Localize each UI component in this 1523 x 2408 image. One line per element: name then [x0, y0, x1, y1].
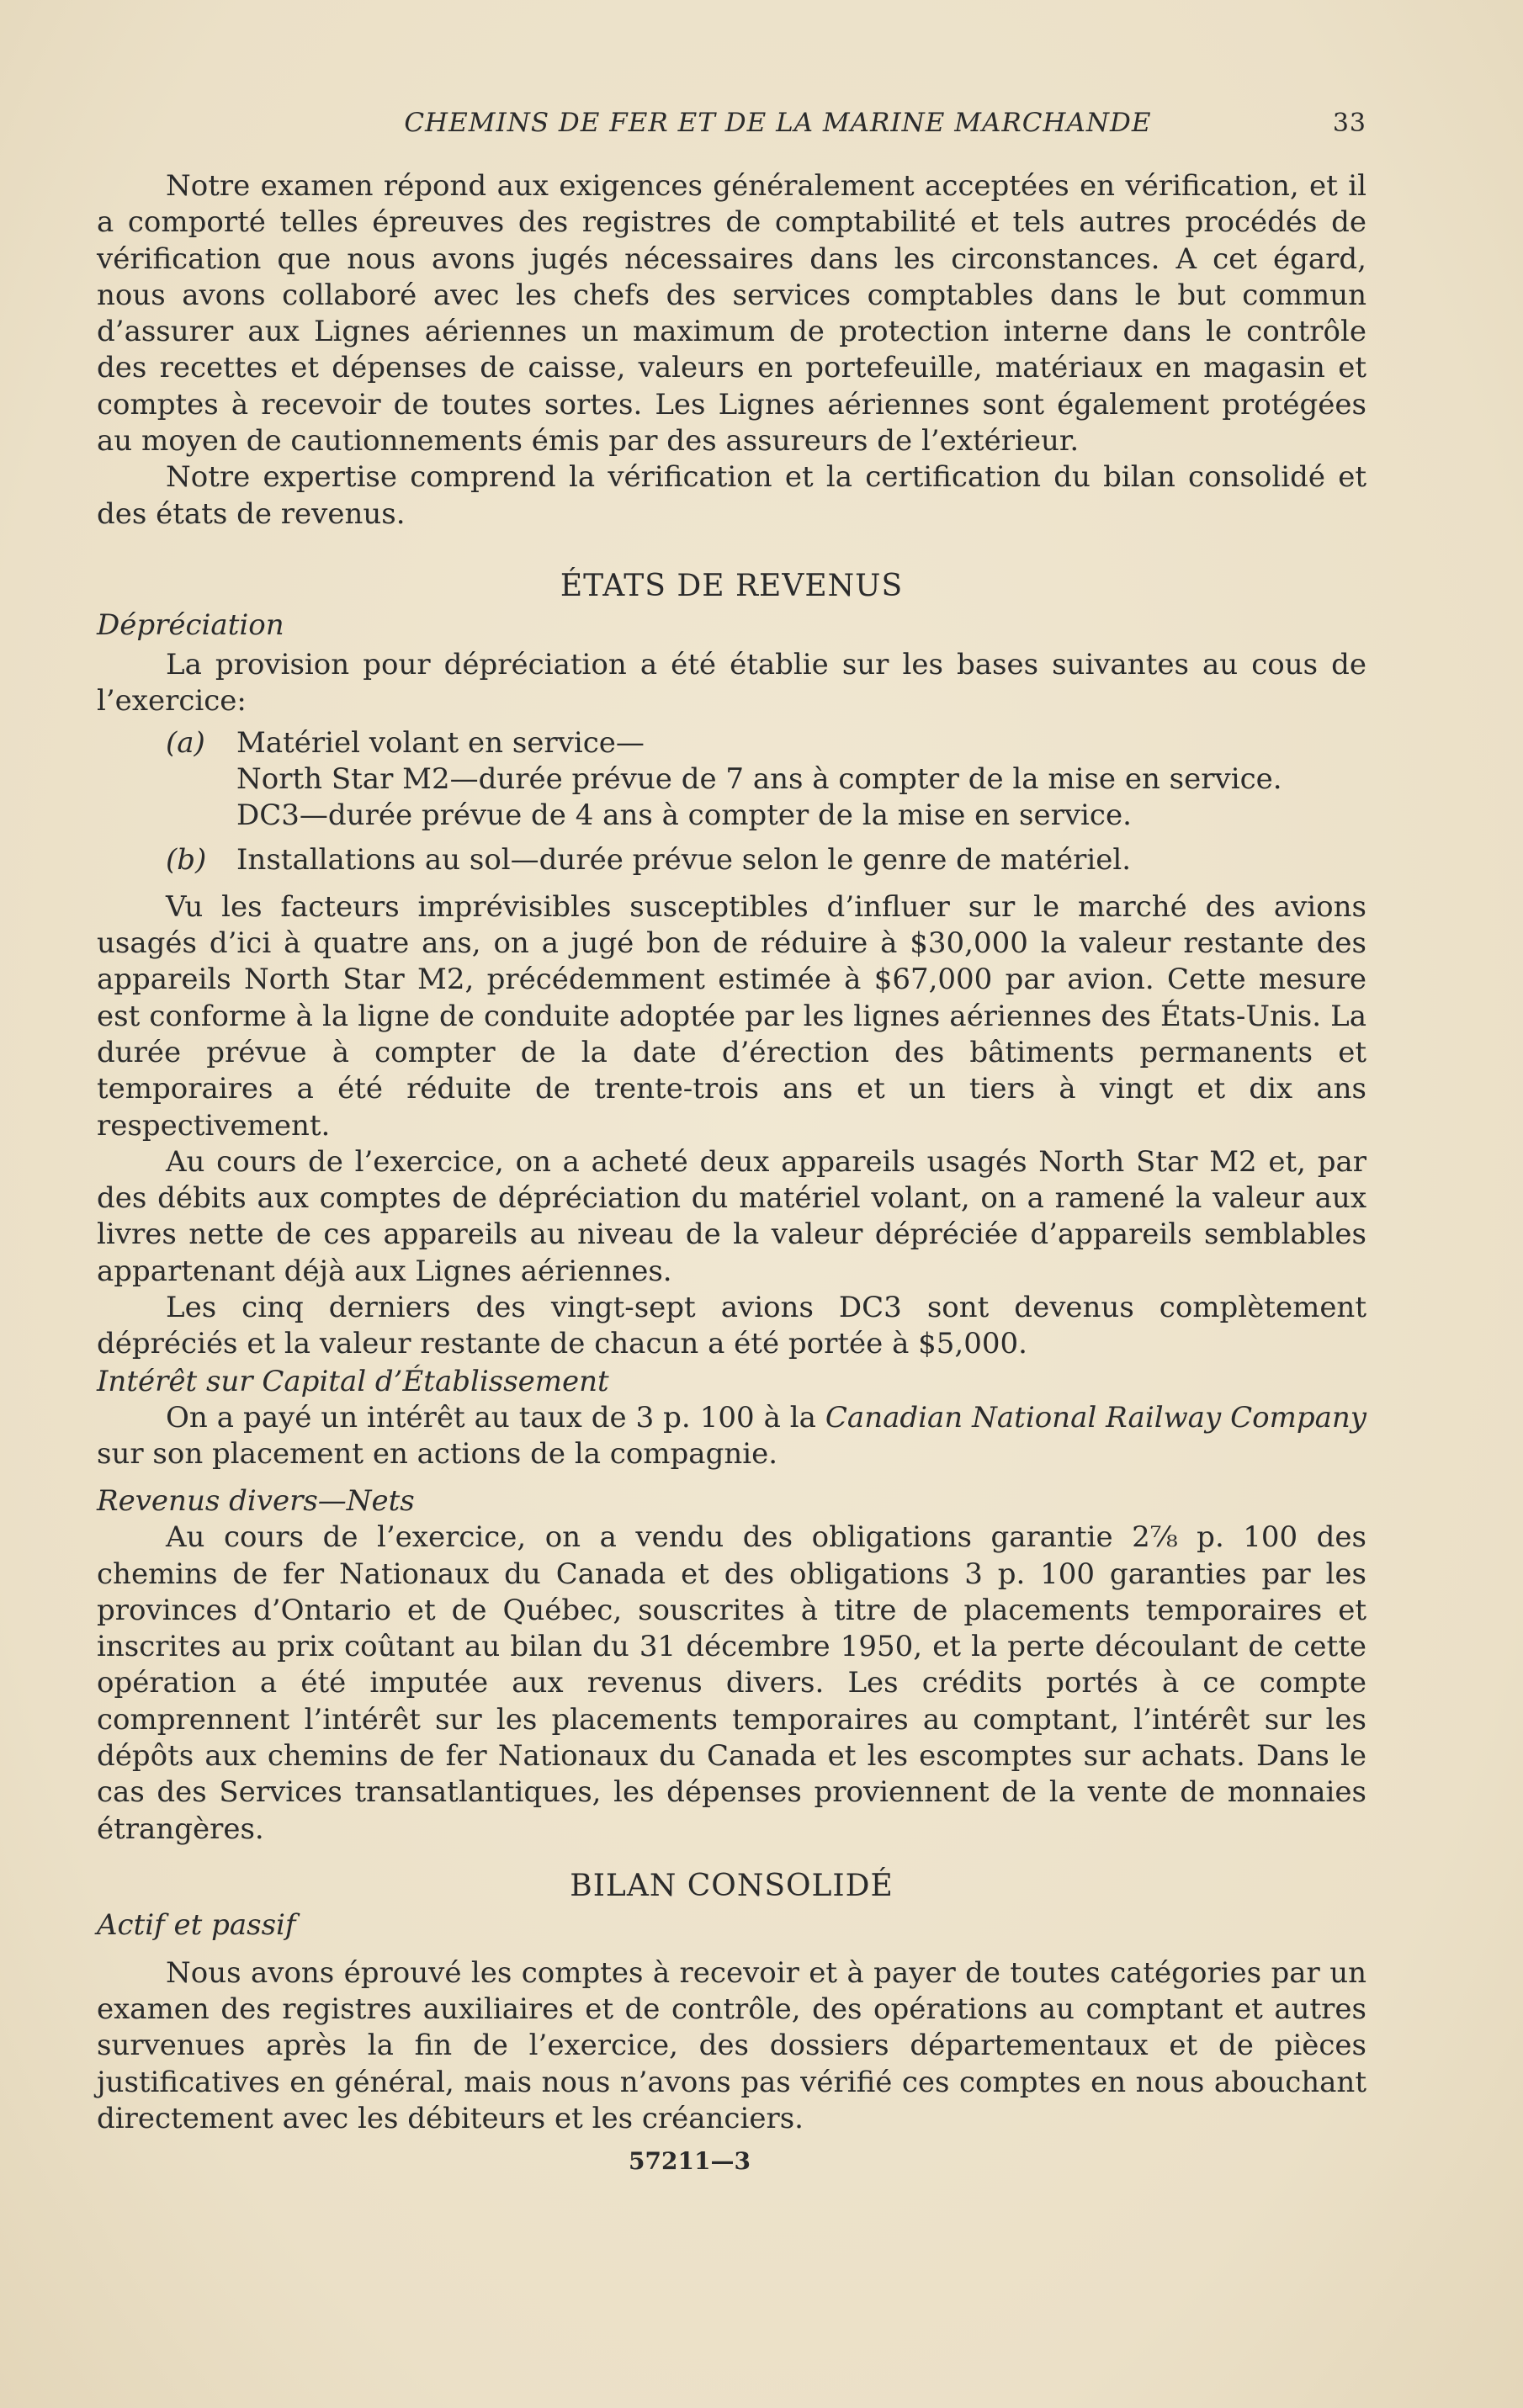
- page-number: 33: [1332, 109, 1366, 138]
- list-item-b: [97, 842, 1366, 878]
- list-a-line-2: North Star M2—durée prévue de 7 ans à compter de la mise en service.: [236, 761, 1282, 796]
- interet-text-after: sur son placement en actions de la compagnie.: [97, 1436, 778, 1471]
- interet-text-before: On a payé un intérêt au taux de 3 p. 100 à la: [166, 1400, 825, 1435]
- list-label-b: (b): [166, 843, 207, 878]
- intro-paragraph-2: Notre expertise comprend la vérification et la certification du bilan consolidé et des états de revenus.: [97, 460, 1366, 531]
- footer-code: 57211—3: [629, 2147, 751, 2176]
- depreciation-paragraph-4: Au cours de l’exercice, on a acheté deux appareils usagés North Star M2 et, par des débits aux comptes de dépréciation du matériel volant, on a ramené la valeur aux livres nette de ces appareils au niveau de la valeur dépréciée d’appareils semblables appartenant déjà aux Lignes aériennes.: [97, 1144, 1366, 1288]
- interet-paragraph: [97, 1400, 1366, 1473]
- depreciation-paragraph-3: Vu les facteurs imprévisibles susceptibles d’influer sur le marché des avions usagés d’ici à quatre ans, on a jugé bon de réduire à $30,000 la valeur restante des appareils North Star M2, précédemment estimée à $67,000 par avion. Cette mesure est conforme à la ligne de conduite adoptée par les lignes aériennes des États-Unis. La durée prévue à compter de la date d’érection des bâtiments permanents et temporaires a été réduite de trente-trois ans et un tiers à vingt et dix ans respectivement.: [97, 889, 1366, 1143]
- bilan-paragraph: Nous avons éprouvé les comptes à recevoir et à payer de toutes catégories par un examen des registres auxiliaires et de contrôle, des opérations au comptant et autres survenues après la fin de l’exercice, des dossiers départementaux et de pièces justificatives en général, mais nous n’avons pas vérifié ces comptes en nous abouchant directement avec les débiteurs et les créanciers.: [97, 1955, 1366, 2136]
- subheading-revenus: Revenus divers—Nets: [97, 1484, 415, 1519]
- list-label-a: (a): [166, 725, 205, 760]
- revenus-paragraph: Au cours de l’exercice, on a vendu des obligations garantie 2⅞ p. 100 des chemins de fer Nationaux du Canada et des obligations 3 p. 100 garanties par les provinces d’Ontario et de Québec, souscrites à titre de placements temporaires et inscrites au prix coûtant au bilan du 31 décembre 1950, et la perte découlant de cette opération a été imputée aux revenus divers. Les crédits portés à ce compte comprennent l’intérêt sur les placements temporaires au comptant, l’intérêt sur les dépôts aux chemins de fer Nationaux du Canada et les escomptes sur achats. Dans le cas des Services transatlantiques, les dépenses proviennent de la vente de monnaies étrangères.: [97, 1520, 1366, 1846]
- list-text-b: Installations au sol—durée prévue selon le genre de matériel.: [236, 843, 1132, 878]
- list-item-a: [97, 725, 1366, 761]
- list-text-a: Matériel volant en service—: [236, 725, 645, 760]
- intro-paragraph-1: Notre examen répond aux exigences généralement acceptées en vérification, et il a comporté telles épreuves des registres de comptabilité et tels autres procédés de vérification que nous avons jugés nécessaires dans les circonstances. A cet égard, nous avons collaboré avec les chefs des services comptables dans le but commun d’assurer aux Lignes aériennes un maximum de protection interne dans le contrôle des recettes et dépenses de caisse, valeurs en portefeuille, matériaux en magasin et comptes à recevoir de toutes sortes. Les Lignes aériennes sont également protégées au moyen de cautionnements émis par des assureurs de l’extérieur.: [97, 169, 1366, 459]
- header-title: CHEMINS DE FER ET DE LA MARINE MARCHANDE: [404, 108, 1152, 138]
- subheading-interet: Intérêt sur Capital d’Établissement: [97, 1364, 609, 1398]
- depreciation-intro: La provision pour dépréciation a été établie sur les bases suivantes au cous de l’exercice:: [97, 647, 1366, 719]
- subheading-depreciation: Dépréciation: [97, 607, 284, 642]
- running-header: [97, 108, 1366, 143]
- section-title-etats: ÉTATS DE REVENUS: [560, 568, 904, 603]
- section-title-bilan: BILAN CONSOLIDÉ: [570, 1868, 894, 1903]
- subheading-actif-passif: Actif et passif: [97, 1907, 296, 1942]
- depreciation-paragraph-5: Les cinq derniers des vingt-sept avions DC3 sont devenus complètement dépréciés et la valeur restante de chacun a été portée à $5,000.: [97, 1291, 1366, 1361]
- interet-company: Canadian National Railway Company: [825, 1400, 1366, 1435]
- list-a-line-3: DC3—durée prévue de 4 ans à compter de la mise en service.: [236, 798, 1132, 833]
